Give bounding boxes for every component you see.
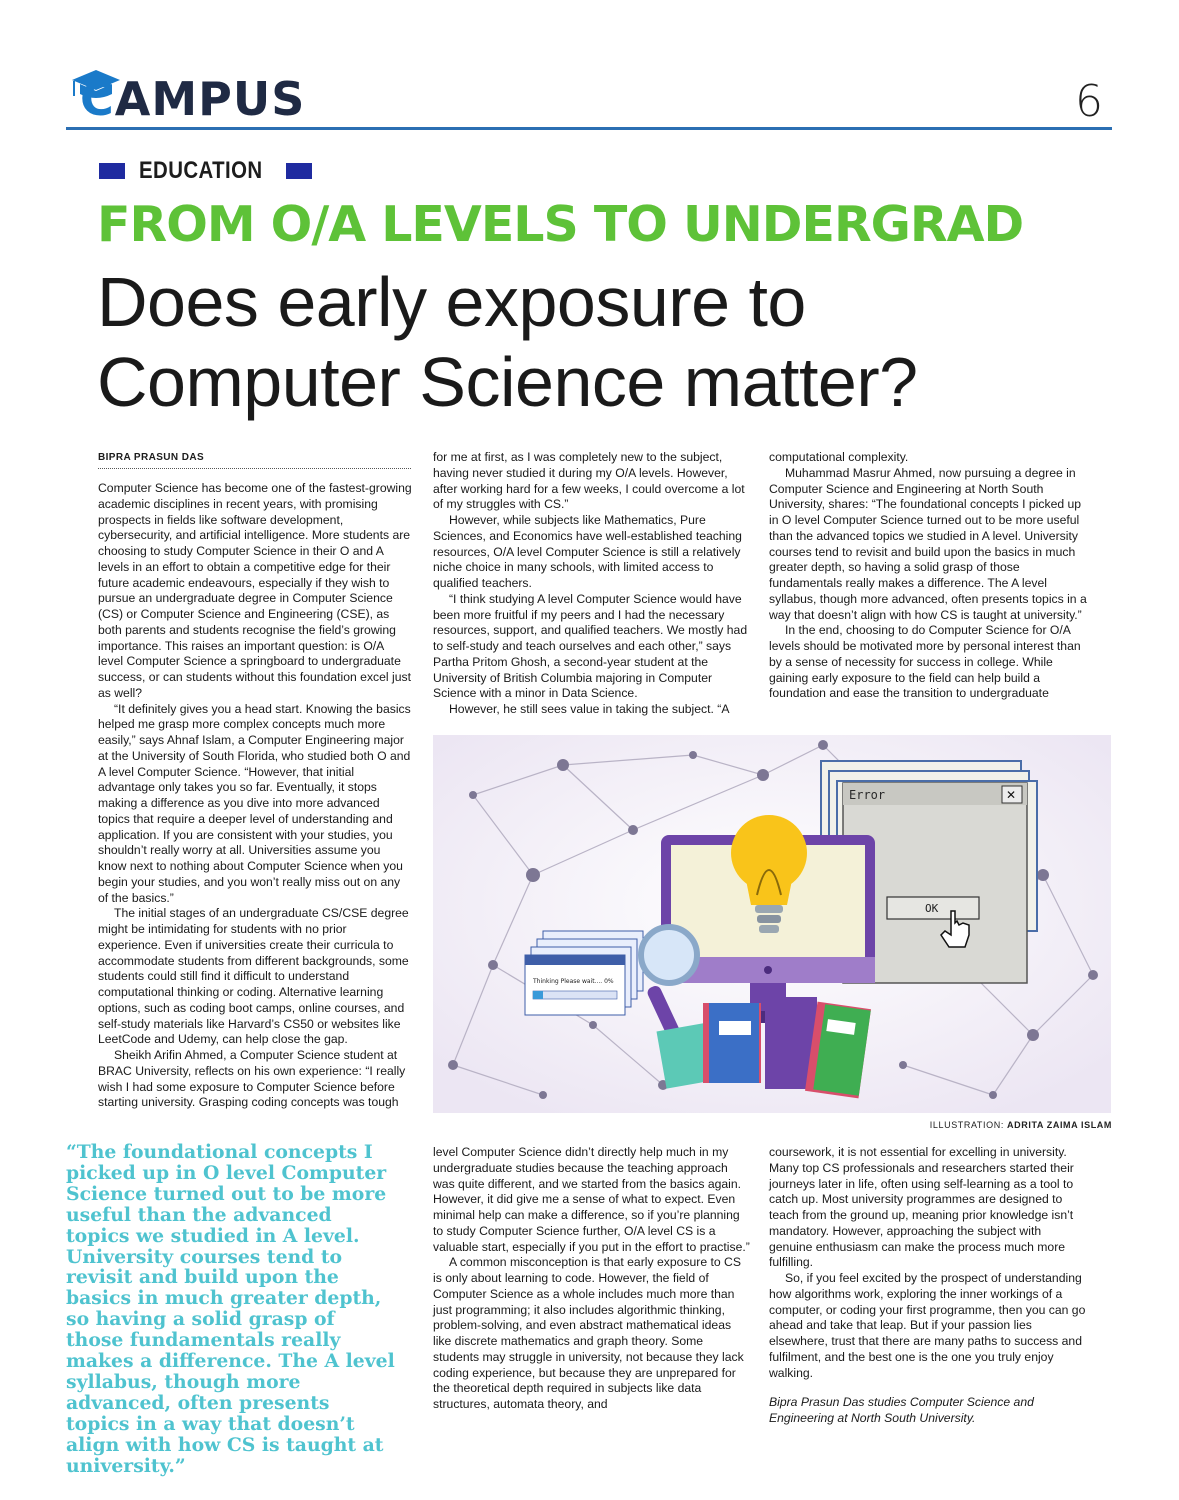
article-column-3-bottom xyxy=(769,1145,1087,1427)
article-kicker: FROM O/A LEVELS TO UNDERGRAD xyxy=(97,196,1024,253)
author-bio: Bipra Prasun Das studies Computer Science and Engineering at North South University. xyxy=(769,1395,1034,1425)
paragraph: Sheikh Arifin Ahmed, a Computer Science student at BRAC University, reflects on his own experience: “I really wish I had some exposure to Computer Science before starting university. Grasping coding concepts was tough xyxy=(98,1048,406,1110)
masthead-rule xyxy=(66,127,1112,130)
section-square-left xyxy=(99,163,125,179)
headline-line-2: Computer Science matter? xyxy=(97,343,918,421)
pull-quote: “The foundational concepts I picked up in O level Computer Science turned out to be more useful than the advanced topics we studied in A level. University courses tend to revisit and build upon the basics in much greater depth, so having a solid grasp of those fundamentals really makes a difference. The A level syllabus, though more advanced, often presents topics in a way that doesn’t align with how CS is taught at university.” xyxy=(66,1141,395,1477)
error-window-title: Error xyxy=(849,788,886,802)
thinking-text: Thinking Please wait.... 0% xyxy=(533,978,614,985)
ok-button-label: OK xyxy=(925,902,939,915)
paragraph: computational complexity. xyxy=(769,450,909,464)
paragraph: However, while subjects like Mathematics, Pure Sciences, and Economics have well-established teaching resources, O/A level Computer Science is still a relatively niche choice in many schools, with limited access to qualified teachers. xyxy=(433,513,742,590)
page-number: 6 xyxy=(1075,76,1103,127)
campus-wordmark: CAMPUS xyxy=(80,72,306,126)
close-icon: ✕ xyxy=(1006,788,1017,802)
article-column-1 xyxy=(98,481,412,1111)
computer-network-illustration xyxy=(433,735,1111,1113)
headline-line-1: Does early exposure to xyxy=(97,263,806,341)
paragraph: for me at first, as I was completely new to the subject, having never studied it during my O/A levels. However, after working hard for a few weeks, I could overcome a lot of my struggles with CS.” xyxy=(433,450,745,512)
illustration-credit: ILLUSTRATION: ADRITA ZAIMA ISLAM xyxy=(929,1120,1112,1130)
paragraph: A common misconception is that early exposure to CS is only about learning to code. However, the field of Computer Science as a whole includes much more than just programming; it also includes algorithmic thinking, problem-solving, and even abstract mathematical ideas like discrete mathematics and graph theory. Some students may struggle in university, not because they lack coding experience, but because they are unprepared for the theoretical depth required in subjects like data structures, automata theory, and xyxy=(433,1255,744,1411)
paragraph: In the end, choosing to do Computer Science for O/A levels should be motivated more by personal interest than by a sense of necessity for success in college. While gaining early exposure to the field can help build a foundation and ease the transition to undergraduate xyxy=(769,623,1081,701)
paragraph: The initial stages of an undergraduate CS/CSE degree might be intimidating for students with no prior experience. Even if universities create their curricula to accommodate students from different backgrounds, some students could still find it difficult to understand computational thinking or coding. Alternative learning options, such as coding boot camps, online courses, and self-study materials like Harvard’s CS50 or websites like LeetCode and Udemy, can help close the gap. xyxy=(98,906,409,1047)
article-column-2 xyxy=(433,450,751,718)
byline-rule xyxy=(98,468,411,469)
byline: BIPRA PRASUN DAS xyxy=(98,452,205,463)
article-column-3 xyxy=(769,450,1087,702)
paragraph: Computer Science has become one of the fastest-growing academic disciplines in recent years, with promising prospects in fields like software development, cybersecurity, and artificial intelligence. More students are choosing to study Computer Science in their O and A levels in an effort to obtain a competitive edge for their future academic endeavours, especially if they wish to pursue an undergraduate degree in Computer Science (CS) or Computer Science and Engineering (CSE), as both parents and students recognise the field’s growing importance. This raises an important question: is O/A level Computer Science a springboard to undergraduate success, or can students without this foundation excel just as well? xyxy=(98,481,412,700)
paragraph: Muhammad Masrur Ahmed, now pursuing a degree in Computer Science and Engineering at North South University, shares: “The foundational concepts I picked up in O level Computer Science turned out to be more useful than the advanced topics we studied in A level. University courses tend to revisit and build upon the basics in much greater depth, so having a solid grasp of those fundamentals really makes a difference. The A level syllabus, though more advanced, often presents topics in a way that doesn’t align with how CS is taught at university.” xyxy=(769,465,1087,622)
paragraph: However, he still sees value in taking the subject. “A xyxy=(449,702,730,716)
paragraph: So, if you feel excited by the prospect of understanding how algorithms work, exploring the inner workings of a computer, or coding your first programme, then you can go ahead and take that leap. But if your passion lies elsewhere, trust that there are many paths to success and fulfilment, and the best one is the one you truly enjoy walking. xyxy=(769,1271,1086,1380)
section-square-right xyxy=(286,163,312,179)
section-tag xyxy=(99,156,312,186)
article-illustration xyxy=(433,735,1111,1113)
section-label: EDUCATION xyxy=(139,157,263,184)
article-headline xyxy=(97,262,1097,422)
paragraph: level Computer Science didn’t directly help much in my undergraduate studies because the teaching approach was quite different, and we started from the basics again. However, it did give me a sense of what to expect. Even minimal help can make a difference, so if you’re planning to study Computer Science further, O/A level CS is a valuable start, especially if you put in the effort to practise.” xyxy=(433,1145,750,1254)
paragraph: “I think studying A level Computer Science would have been more fruitful if my peers and I had the necessary resources, support, and qualified teachers. We mostly had to self-study and teach ourselves and each other,” says Partha Pritom Ghosh, a second-year student at the University of British Columbia majoring in Computer Science with a minor in Data Science. xyxy=(433,591,748,701)
article-column-2-bottom xyxy=(433,1145,751,1413)
paragraph: “It definitely gives you a head start. Knowing the basics helped me grasp more complex concepts much more easily,” says Ahnaf Islam, a Computer Engineering major at the University of South Florida, who studied both O and A level Computer Science. “However, that initial advantage only takes you so far. Eventually, it stops making a difference as you dive into more advanced topics that require a deeper level of understanding and application. If you are consistent with your studies, you shouldn’t really worry at all. Universities assume you know next to nothing about Computer Science when you begin your studies, and you won’t really miss out on any of the basics.” xyxy=(98,701,411,905)
paragraph: coursework, it is not essential for excelling in university. Many top CS professionals and researchers started their journeys later in life, often using self-learning as a tool to catch up. Most university programmes are designed to teach from the ground up, meaning prior knowledge isn’t mandatory. However, approaching the subject with genuine enthusiasm can make the process much more fulfilling. xyxy=(769,1145,1074,1270)
